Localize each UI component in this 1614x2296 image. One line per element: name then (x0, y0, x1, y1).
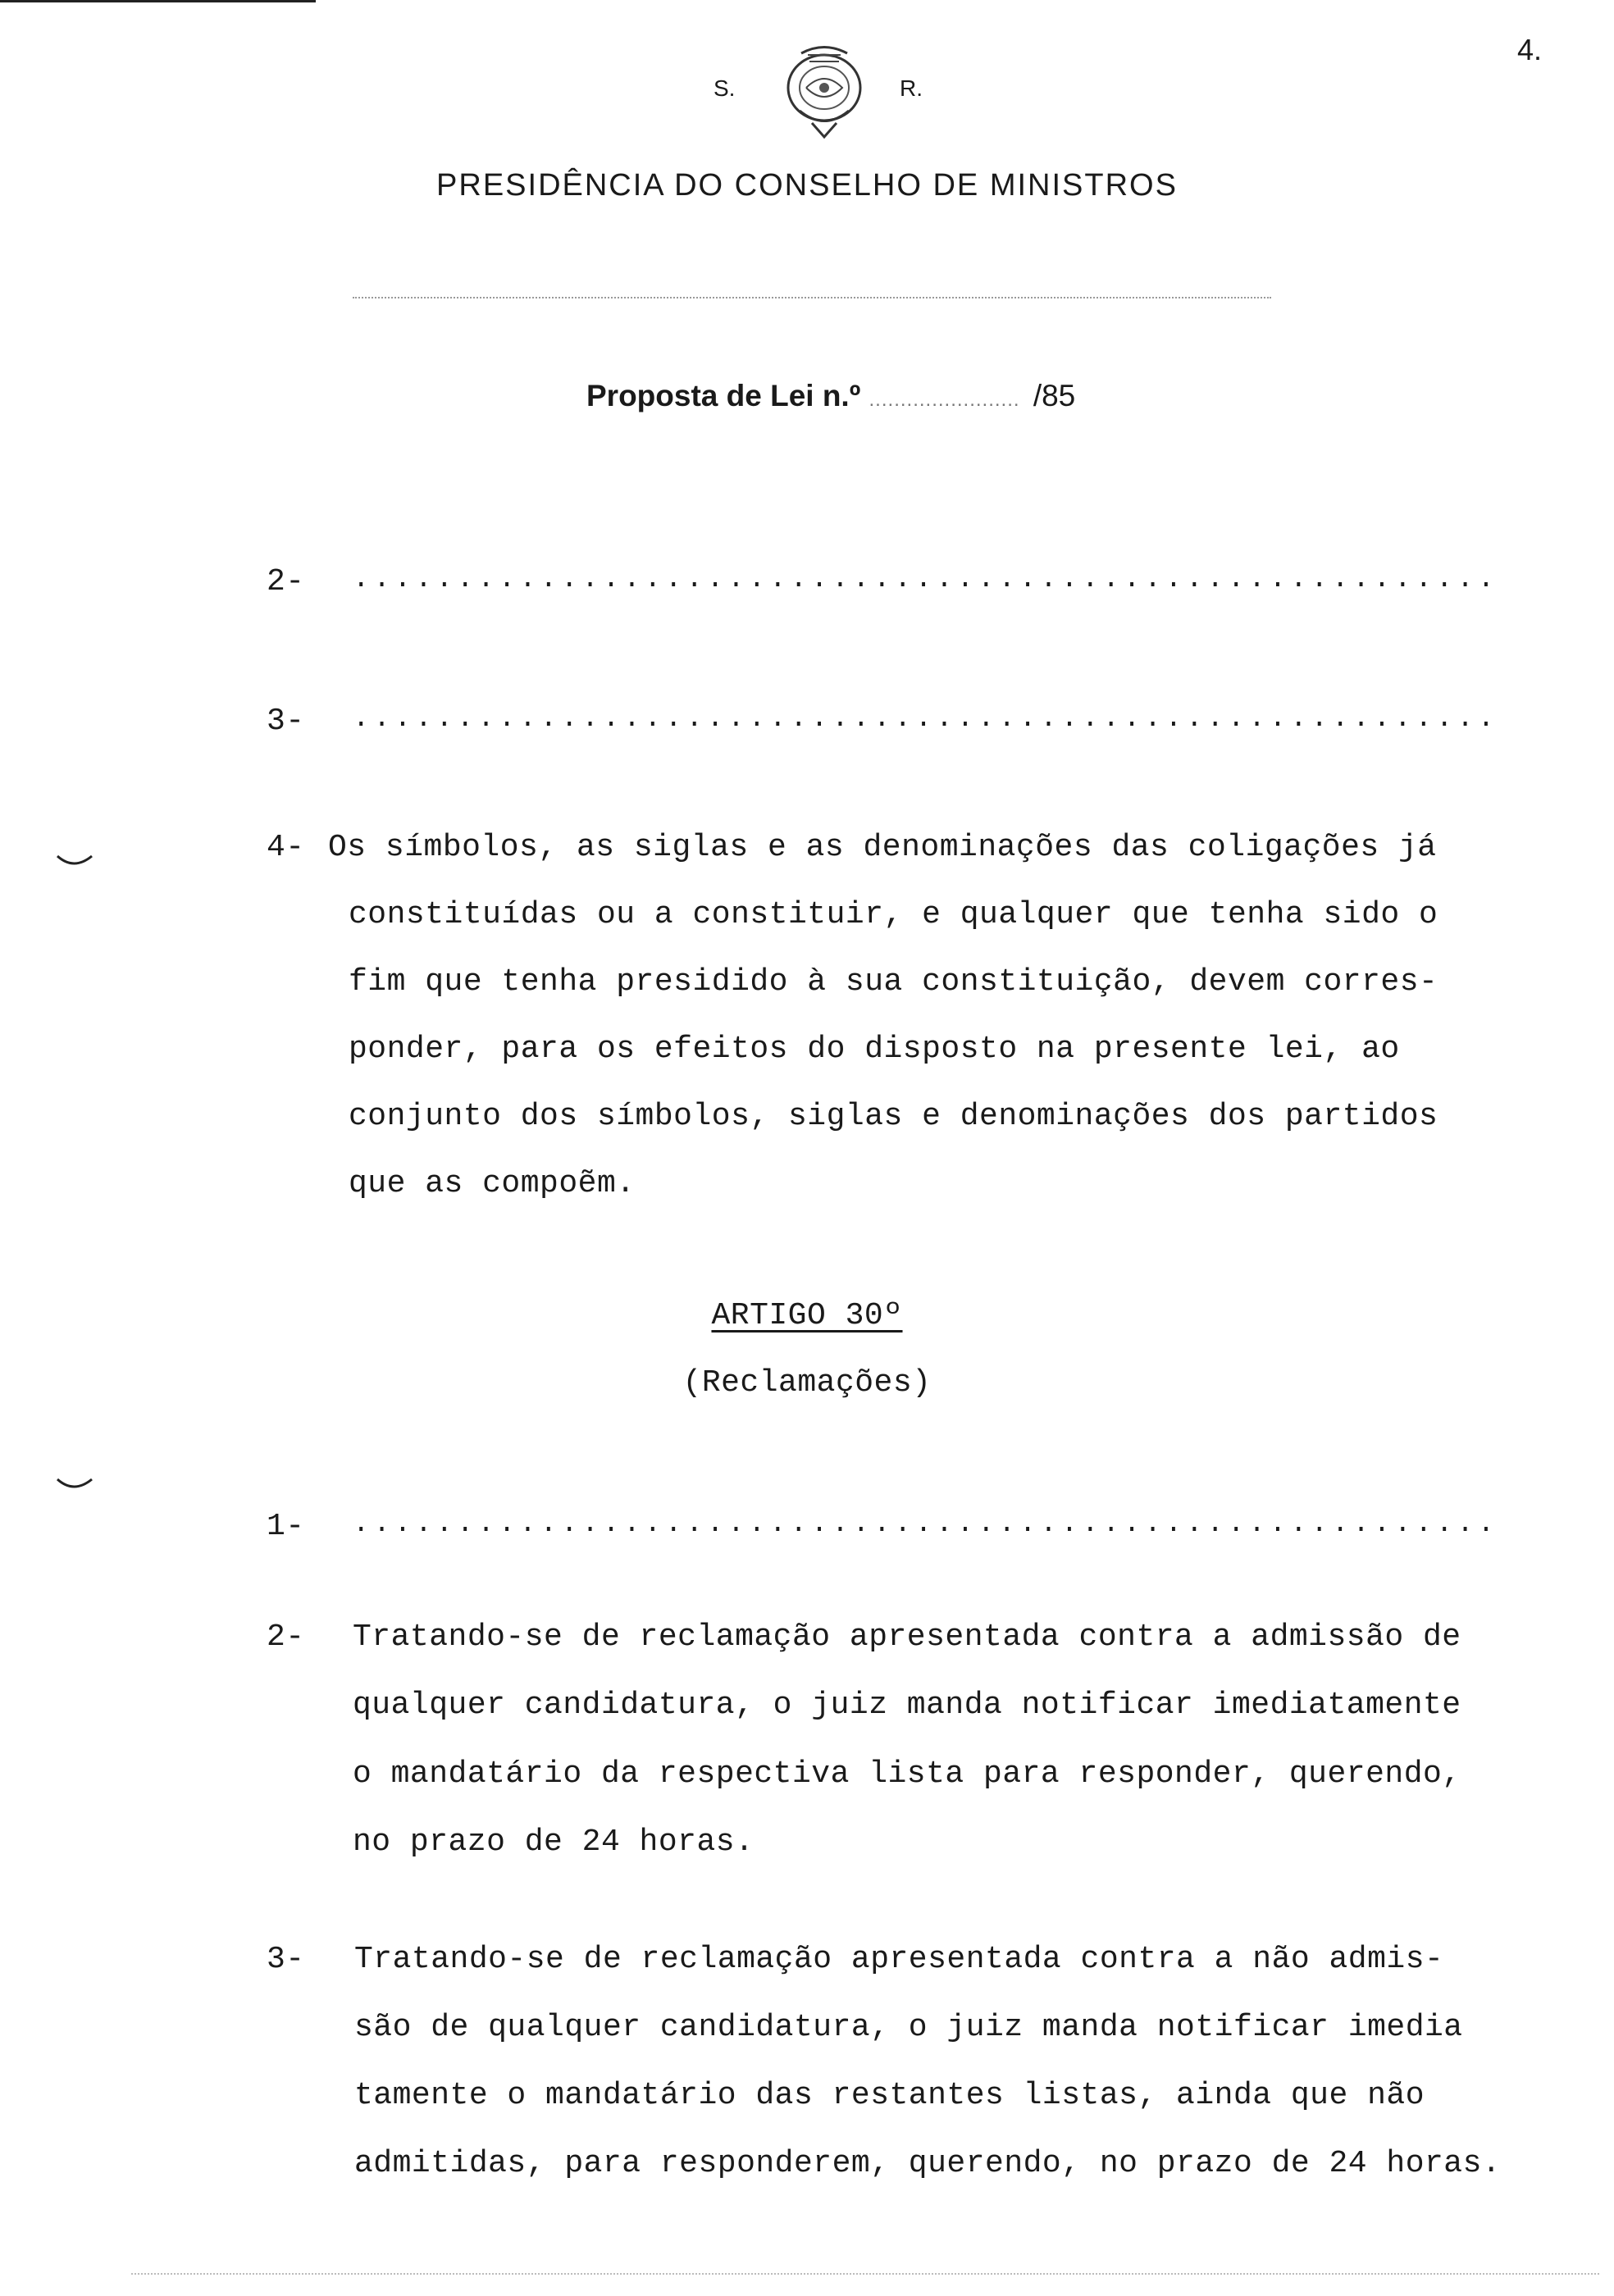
proposal-label: Proposta de Lei n.º (586, 379, 861, 412)
bottom-scan-artifacts (131, 2273, 1599, 2275)
article-30-item-2-line-3: o mandatário da respectiva lista para responder, querendo, (353, 1756, 1461, 1792)
item-3-number: 3- (267, 704, 305, 739)
item-4-number: 4- (267, 830, 305, 865)
margin-tick-mark (56, 1476, 93, 1492)
article-30-item-3-number: 3- (267, 1942, 305, 1977)
article-30-item-1-number: 1- (267, 1509, 305, 1544)
item-2-omitted: ....................................................... (353, 564, 1499, 595)
seal-right-letter: R. (900, 75, 923, 101)
article-30-item-1-omitted: ....................................................... (353, 1509, 1499, 1540)
article-30-item-3-line-2: são de qualquer candidatura, o juiz manda notificar imedia (354, 2010, 1463, 2045)
article-30-item-2-number: 2- (267, 1620, 305, 1655)
item-4-line-6: que as compoẽm. (349, 1166, 636, 1201)
item-3-omitted: ....................................................... (353, 704, 1499, 735)
page-number: 4. (1517, 33, 1543, 66)
article-30-item-2-line-4: no prazo de 24 horas. (353, 1824, 755, 1860)
article-30-item-3-line-3: tamente o mandatário das restantes listas, ainda que não (354, 2078, 1425, 2113)
article-30-heading (0, 1298, 1614, 1333)
seal-left-letter: S. (714, 75, 736, 101)
article-30-heading-text: ARTIGO 30º (711, 1298, 903, 1333)
article-30-item-2-line-1: Tratando-se de reclamação apresentada contra a admissão de (353, 1620, 1461, 1655)
proposal-year: /85 (1033, 379, 1076, 412)
margin-tick-mark (56, 853, 93, 869)
article-30-item-2-line-2: qualquer candidatura, o juiz manda notificar imediatamente (353, 1688, 1461, 1723)
item-4-line-4: ponder, para os efeitos do disposto na presente lei, ao (349, 1032, 1400, 1067)
item-4-line-1: Os símbolos, as siglas e as denominações das coligações já (328, 830, 1437, 865)
proposal-number-blank: ........................ (869, 389, 1020, 411)
item-2-number: 2- (267, 564, 305, 599)
top-edge-rule (0, 0, 316, 2)
item-4-line-2: constituídas ou a constituir, e qualquer que tenha sido o (349, 897, 1438, 932)
article-30-item-3-line-4: admitidas, para responderem, querendo, no prazo de 24 horas. (354, 2146, 1502, 2181)
item-4-line-3: fim que tenha presidido à sua constituição, devem corres- (349, 964, 1438, 1000)
item-4-line-5: conjunto dos símbolos, siglas e denominações dos partidos (349, 1099, 1438, 1134)
header-title: PRESIDÊNCIA DO CONSELHO DE MINISTROS (436, 168, 1178, 203)
article-30-item-3-line-1: Tratando-se de reclamação apresentada contra a não admis- (354, 1942, 1444, 1977)
coat-of-arms-seal (775, 37, 873, 144)
proposal-line (586, 379, 1075, 413)
header-dotted-rule (353, 297, 1271, 298)
article-30-subtitle: (Reclamações) (682, 1365, 932, 1401)
